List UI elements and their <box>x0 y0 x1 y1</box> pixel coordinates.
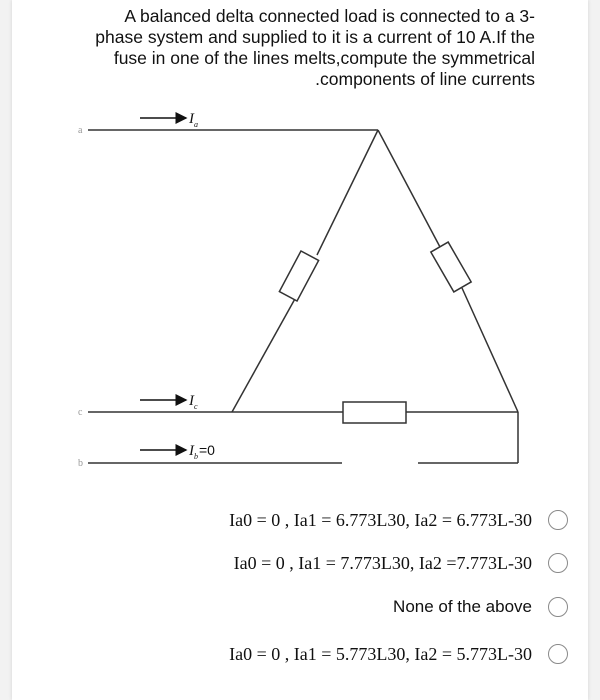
option-3[interactable] <box>393 595 532 619</box>
option-4[interactable] <box>229 642 532 666</box>
delta-right-branch-bottom <box>462 288 518 412</box>
option-2[interactable] <box>234 551 532 575</box>
option-1-label: Ia0 = 0 , Ia1 = 6.773L30, Ia2 = 6.773L-30 <box>229 509 532 530</box>
option-1-radio[interactable] <box>548 510 568 530</box>
option-4-label: Ia0 = 0 , Ia1 = 5.773L30, Ia2 = 5.773L-30 <box>229 643 532 664</box>
option-3-label: None of the above <box>393 597 532 616</box>
delta-left-branch-top <box>317 130 378 255</box>
delta-left-branch-bottom <box>232 297 296 412</box>
option-4-radio[interactable] <box>548 644 568 664</box>
question-line: fuse in one of the lines melts,compute the symmetrical <box>113 48 535 68</box>
delta-right-branch-top <box>378 130 440 247</box>
load-resistor-left <box>279 251 318 301</box>
question-line: phase system and supplied to it is a current of 10 A.If the <box>95 27 535 47</box>
current-a-label: $I_a$ <box>189 111 198 129</box>
current-b-label: $I_b=0$ <box>189 442 215 461</box>
option-1[interactable] <box>229 508 532 532</box>
load-resistor-bottom <box>343 402 406 423</box>
question-line: .components of line currents <box>315 69 535 89</box>
terminal-a-label: a <box>78 125 83 136</box>
terminal-b-label: b <box>78 458 83 469</box>
current-c-label: $I_c$ <box>189 393 198 411</box>
option-3-radio[interactable] <box>548 597 568 617</box>
question-line: A balanced delta connected load is connected to a 3- <box>124 6 535 26</box>
load-resistor-right <box>431 242 471 292</box>
terminal-c-label: c <box>78 407 83 418</box>
option-2-radio[interactable] <box>548 553 568 573</box>
option-2-label: Ia0 = 0 , Ia1 = 7.773L30, Ia2 =7.773L-30 <box>233 552 532 573</box>
